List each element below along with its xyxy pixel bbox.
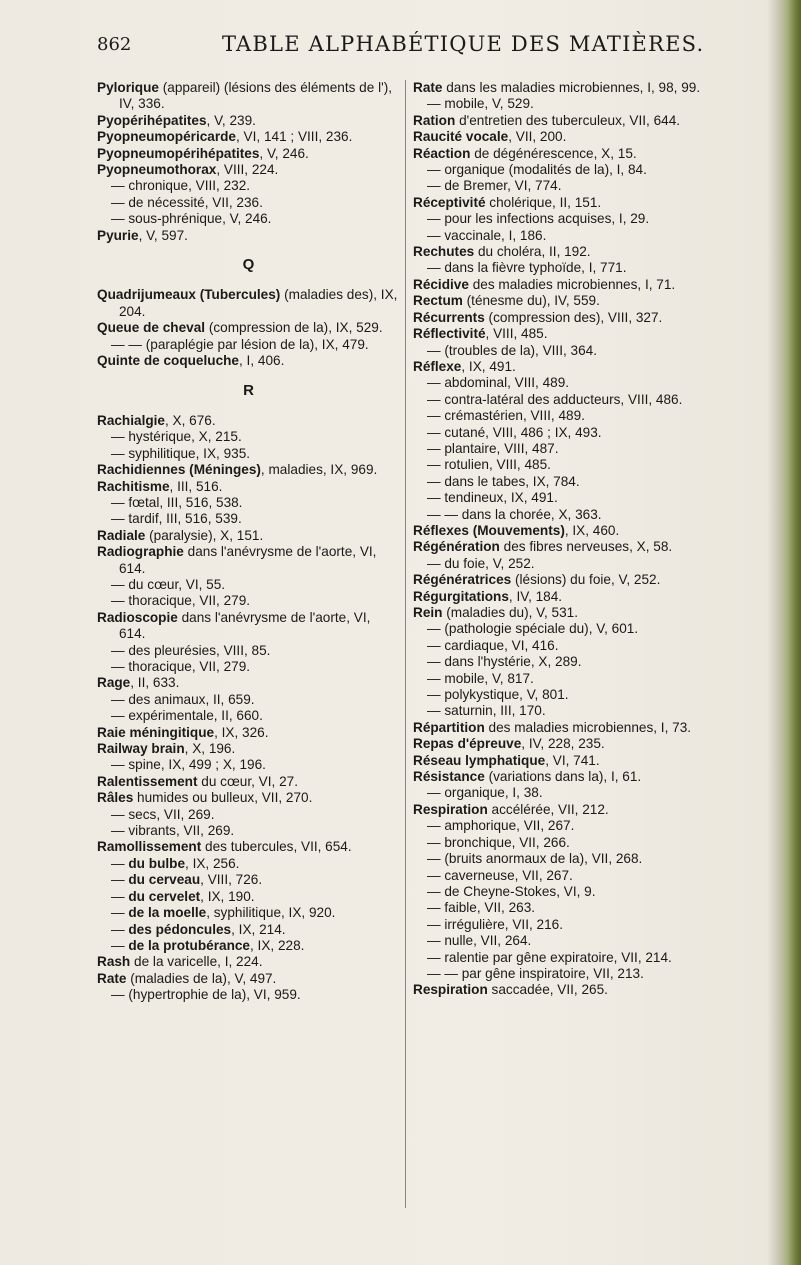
- index-entry: [413, 589, 731, 605]
- index-headword: Rechutes: [413, 244, 475, 260]
- index-entry: [97, 954, 400, 970]
- index-subentry: — des pleurésies, VIII, 85.: [111, 642, 271, 658]
- index-subentry: — cutané, VIII, 486 ; IX, 493.: [427, 424, 602, 440]
- index-entry: [97, 462, 400, 478]
- index-headword: Réflexes (Mouvements): [413, 522, 565, 538]
- index-entry: [97, 528, 400, 544]
- index-headword: du cervelet: [128, 888, 201, 904]
- index-headword: Respiration: [413, 801, 488, 817]
- index-subentry: — rotulien, VIII, 485.: [427, 457, 551, 473]
- index-headword: Rash: [97, 954, 131, 970]
- index-subentry: — thoracique, VII, 279.: [111, 593, 251, 609]
- index-entry: [413, 753, 731, 769]
- index-subentry: — — dans la chorée, X, 363.: [427, 506, 602, 522]
- index-subentry: — faible, VII, 263.: [427, 900, 536, 916]
- index-entry: [413, 277, 731, 293]
- index-entry: [413, 523, 731, 539]
- index-headword: du bulbe: [128, 855, 186, 871]
- index-headword: Repas d'épreuve: [413, 736, 522, 752]
- index-entry: [413, 736, 731, 752]
- index-subentry: — plantaire, VIII, 487.: [427, 440, 559, 456]
- index-headword: Récurrents: [413, 309, 485, 325]
- index-subentry: — vaccinale, I, 186.: [427, 227, 547, 243]
- index-entry: [97, 839, 400, 855]
- index-reference: (variations dans la), I, 61.: [484, 769, 642, 785]
- index-subentry: — de Cheyne-Stokes, VI, 9.: [427, 883, 596, 899]
- index-reference: cholérique, II, 151.: [485, 194, 602, 210]
- index-entry: [97, 675, 400, 691]
- index-reference: accélérée, VII, 212.: [487, 801, 609, 817]
- index-entry: [413, 539, 731, 555]
- index-subentry: — mobile, V, 529.: [427, 96, 534, 112]
- index-reference: des maladies microbiennes, I, 73.: [484, 719, 692, 735]
- index-reference: , II, 633.: [130, 675, 180, 691]
- index-reference: , VI, 141 ; VIII, 236.: [236, 129, 353, 145]
- index-entry: [97, 129, 400, 145]
- index-reference: des maladies microbiennes, I, 71.: [468, 276, 676, 292]
- index-reference: des tubercules, VII, 654.: [201, 839, 352, 855]
- index-subentry: — contra-latéral des adducteurs, VIII, 486.: [427, 391, 683, 407]
- index-headword: de la moelle: [128, 905, 207, 921]
- index-subentry: — du cœur, VI, 55.: [111, 576, 226, 592]
- index-headword: Récidive: [413, 276, 469, 292]
- index-reference: , syphilitique, IX, 920.: [206, 905, 336, 921]
- index-reference: du choléra, II, 192.: [474, 244, 591, 260]
- index-subentry: — secs, VII, 269.: [111, 806, 215, 822]
- index-subentry: — dans le tabes, IX, 784.: [427, 473, 580, 489]
- index-entry: [413, 310, 731, 326]
- index-headword: Quadrijumeaux (Tubercules): [97, 287, 281, 303]
- index-entry: [97, 320, 400, 336]
- index-reference: de la varicelle, I, 224.: [130, 954, 263, 970]
- index-reference: (maladies du), V, 531.: [442, 605, 578, 620]
- index-subentry: — nulle, VII, 264.: [427, 933, 532, 949]
- index-subentry: — cardiaque, VI, 416.: [427, 637, 559, 653]
- index-entry: [413, 982, 731, 998]
- page-header: [0, 16, 760, 56]
- index-subentry: [97, 872, 400, 888]
- index-reference: , IV, 184.: [508, 588, 563, 604]
- index-reference: (appareil) (lésions des éléments de l'), IV, 336.: [119, 80, 392, 112]
- index-subentry: [97, 856, 400, 872]
- index-reference: , I, 406.: [239, 353, 285, 369]
- index-reference: (paralysie), X, 151.: [145, 527, 264, 543]
- index-subentry: — expérimentale, II, 660.: [111, 708, 263, 724]
- index-reference: , III, 516.: [169, 478, 223, 494]
- index-subentry: [97, 889, 400, 905]
- index-subentry: — saturnin, III, 170.: [427, 703, 546, 719]
- index-entry: [413, 293, 731, 309]
- index-reference: , V, 239.: [206, 112, 256, 128]
- index-headword: Radioscopie: [97, 609, 178, 625]
- index-entry: [413, 572, 731, 588]
- index-headword: Réseau lymphatique: [413, 752, 546, 768]
- index-subentry: — sous-phrénique, V, 246.: [111, 211, 272, 227]
- index-headword: Ramollissement: [97, 839, 202, 855]
- index-entry: [413, 113, 731, 129]
- index-headword: Respiration: [413, 982, 488, 998]
- index-reference: (maladies des), IX, 204.: [119, 287, 398, 319]
- index-headword: Raie méningitique: [97, 724, 215, 740]
- index-reference: dans l'anévrysme de l'aorte, VI, 614.: [119, 609, 371, 642]
- index-headword: Raucité vocale: [413, 129, 509, 145]
- dash-marker: —: [111, 921, 129, 937]
- index-headword: Régénératrices: [413, 572, 512, 588]
- index-subentry: [97, 905, 400, 921]
- index-reference: , IX, 326.: [214, 724, 269, 740]
- index-subentry: — hystérique, X, 215.: [111, 429, 242, 445]
- index-subentry: — du foie, V, 252.: [427, 555, 535, 571]
- index-reference: d'entretien des tuberculeux, VII, 644.: [455, 112, 681, 128]
- index-headword: Rachidiennes (Méninges): [97, 462, 261, 478]
- index-headword: Réflectivité: [413, 326, 486, 342]
- index-reference: du cœur, VI, 27.: [197, 773, 298, 789]
- index-reference: humides ou bulleux, VII, 270.: [133, 790, 313, 806]
- index-entry: [97, 610, 400, 643]
- index-subentry: — caverneuse, VII, 267.: [427, 867, 573, 883]
- index-subentry: [97, 938, 400, 954]
- index-reference: , IX, 491.: [461, 358, 516, 374]
- index-headword: Réceptivité: [413, 194, 486, 210]
- running-title: TABLE ALPHABÉTIQUE DES MATIÈRES.: [222, 32, 705, 56]
- index-subentry: — (troubles de la), VIII, 364.: [427, 342, 598, 358]
- index-reference: saccadée, VII, 265.: [487, 982, 608, 998]
- section-letter: R: [243, 381, 254, 399]
- index-entry: [413, 326, 731, 342]
- index-headword: Rate: [413, 80, 443, 95]
- index-subentry: — organique (modalités de la), I, 84.: [427, 162, 647, 178]
- index-subentry: — syphilitique, IX, 935.: [111, 445, 251, 461]
- index-subentry: — tendineux, IX, 491.: [427, 490, 558, 506]
- index-entry: [97, 971, 400, 987]
- index-subentry: — — (paraplégie par lésion de la), IX, 479.: [111, 336, 369, 352]
- dash-marker: —: [111, 937, 129, 953]
- index-subentry: — chronique, VIII, 232.: [111, 178, 251, 194]
- index-subentry: — (bruits anormaux de la), VII, 268.: [427, 851, 643, 867]
- index-entry: [97, 413, 400, 429]
- index-headword: Rachitisme: [97, 478, 170, 494]
- index-column-right: [413, 80, 731, 999]
- index-reference: (compression de la), IX, 529.: [205, 320, 383, 336]
- index-subentry: — de nécessité, VII, 236.: [111, 194, 263, 210]
- index-reference: , maladies, IX, 969.: [260, 462, 378, 478]
- index-headword: Radiale: [97, 527, 146, 543]
- index-headword: Quinte de coqueluche: [97, 353, 239, 369]
- index-subentry: — vibrants, VII, 269.: [111, 823, 235, 839]
- index-subentry: — polykystique, V, 801.: [427, 687, 569, 703]
- index-subentry: — tardif, III, 516, 539.: [111, 511, 242, 527]
- index-headword: Rage: [97, 675, 131, 691]
- index-headword: Rectum: [413, 293, 463, 309]
- dash-marker: —: [111, 855, 129, 871]
- index-entry: [97, 287, 400, 320]
- index-headword: Ralentissement: [97, 773, 198, 789]
- index-entry: [413, 80, 731, 96]
- index-headword: Régurgitations: [413, 588, 509, 604]
- index-reference: , IX, 214.: [231, 921, 286, 937]
- index-headword: de la protubérance: [128, 937, 250, 953]
- index-reference: , VI, 741.: [545, 752, 600, 768]
- index-entry: [413, 359, 731, 375]
- index-subentry: — mobile, V, 817.: [427, 670, 534, 686]
- index-entry: [97, 544, 400, 577]
- index-entry: [413, 605, 731, 621]
- index-headword: Réaction: [413, 145, 471, 161]
- index-headword: Rein: [413, 605, 443, 620]
- index-column-left: [97, 80, 400, 1004]
- index-subentry: — — par gêne inspiratoire, VII, 213.: [427, 965, 644, 981]
- index-entry: [413, 769, 731, 785]
- index-entry: [413, 129, 731, 145]
- index-entry: [413, 146, 731, 162]
- index-reference: (maladies de la), V, 497.: [126, 970, 277, 986]
- index-subentry: — ralentie par gêne expiratoire, VII, 214.: [427, 949, 672, 965]
- index-reference: , V, 246.: [259, 145, 309, 161]
- index-reference: dans les maladies microbiennes, I, 98, 99.: [442, 80, 701, 95]
- index-reference: , VIII, 726.: [200, 872, 263, 888]
- index-headword: Railway brain: [97, 741, 185, 757]
- index-subentry: — organique, I, 38.: [427, 785, 543, 801]
- index-reference: (compression des), VIII, 327.: [484, 309, 663, 325]
- index-headword: Rate: [97, 970, 127, 986]
- index-reference: , IV, 228, 235.: [521, 736, 605, 752]
- index-entry: [413, 720, 731, 736]
- index-reference: , X, 196.: [184, 741, 236, 757]
- index-reference: (lésions) du foie, V, 252.: [511, 572, 661, 588]
- index-entry: [97, 774, 400, 790]
- index-headword: Réflexe: [413, 358, 462, 374]
- index-entry: [97, 146, 400, 162]
- index-reference: dans l'anévrysme de l'aorte, VI, 614.: [119, 544, 377, 576]
- index-subentry: — des animaux, II, 659.: [111, 691, 255, 707]
- index-entry: [97, 353, 400, 369]
- index-headword: Pyopneumopéricarde: [97, 129, 236, 145]
- index-subentry: [97, 922, 400, 938]
- index-headword: Pyopneumothorax: [97, 162, 217, 178]
- index-entry: [413, 195, 731, 211]
- dash-marker: —: [111, 888, 129, 904]
- index-subentry: — dans l'hystérie, X, 289.: [427, 654, 582, 670]
- page-number: 862: [97, 34, 132, 55]
- index-subentry: — dans la fièvre typhoïde, I, 771.: [427, 260, 627, 276]
- index-reference: de dégénérescence, X, 15.: [470, 145, 637, 161]
- index-reference: , VIII, 485.: [485, 326, 548, 342]
- index-reference: , IX, 460.: [564, 522, 620, 538]
- index-headword: des pédoncules: [128, 921, 232, 937]
- index-headword: Pyopneumopérihépatites: [97, 145, 260, 161]
- index-subentry: — abdominal, VIII, 489.: [427, 375, 570, 391]
- index-subentry: — bronchique, VII, 266.: [427, 834, 570, 850]
- index-subentry: — amphorique, VII, 267.: [427, 818, 575, 834]
- index-headword: Pyopérihépatites: [97, 112, 207, 128]
- index-subentry: — pour les infections acquises, I, 29.: [427, 211, 650, 227]
- index-subentry: — thoracique, VII, 279.: [111, 659, 251, 674]
- index-headword: Rachialgie: [97, 412, 165, 428]
- index-entry: [97, 162, 400, 178]
- index-subentry: — fœtal, III, 516, 538.: [111, 494, 243, 510]
- index-subentry: — (hypertrophie de la), VI, 959.: [111, 987, 301, 1003]
- index-entry: [97, 228, 400, 244]
- index-subentry: — de Bremer, VI, 774.: [427, 178, 562, 194]
- index-headword: Répartition: [413, 719, 485, 735]
- index-headword: Pylorique: [97, 80, 159, 95]
- index-reference: , X, 676.: [165, 412, 216, 428]
- index-reference: , IX, 228.: [250, 937, 305, 953]
- index-reference: , VII, 200.: [508, 129, 567, 145]
- index-headword: Ration: [413, 112, 456, 128]
- index-reference: , V, 597.: [138, 227, 188, 243]
- index-headword: Pyurie: [97, 227, 139, 243]
- index-headword: Râles: [97, 790, 134, 806]
- index-entry: [97, 725, 400, 741]
- index-headword: Régénération: [413, 539, 500, 555]
- dash-marker: —: [111, 872, 129, 888]
- page-edge-binding: [767, 0, 801, 1265]
- column-divider: [405, 80, 406, 1208]
- index-entry: [97, 741, 400, 757]
- index-subentry: — spine, IX, 499 ; X, 196.: [111, 757, 266, 773]
- index-headword: du cerveau: [128, 872, 201, 888]
- index-reference: (ténesme du), IV, 559.: [462, 293, 600, 309]
- index-entry: [413, 802, 731, 818]
- index-subentry: — crémastérien, VIII, 489.: [427, 408, 585, 424]
- index-reference: , IX, 190.: [200, 888, 255, 904]
- index-entry: [413, 244, 731, 260]
- index-headword: Radiographie: [97, 544, 184, 560]
- index-subentry: — irrégulière, VII, 216.: [427, 916, 563, 932]
- index-entry: [97, 113, 400, 129]
- index-entry: [97, 790, 400, 806]
- index-entry: [97, 479, 400, 495]
- dash-marker: —: [111, 905, 129, 921]
- index-entry: [97, 80, 400, 113]
- index-subentry: — (pathologie spéciale du), V, 601.: [427, 621, 639, 637]
- section-letter: Q: [242, 256, 255, 274]
- index-reference: , IX, 256.: [185, 855, 240, 871]
- index-reference: des fibres nerveuses, X, 58.: [499, 539, 673, 555]
- index-headword: Résistance: [413, 769, 485, 785]
- index-reference: , VIII, 224.: [216, 162, 279, 178]
- index-headword: Queue de cheval: [97, 320, 206, 336]
